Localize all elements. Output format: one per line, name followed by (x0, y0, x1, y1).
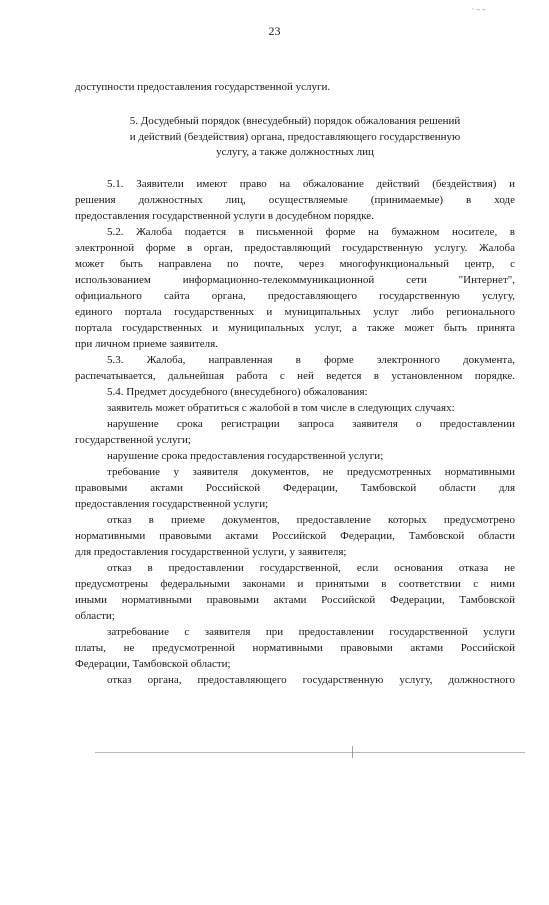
paragraph-line: правовыми актами Российской Федерации, Тамбовской области для (75, 482, 515, 494)
paragraph-line: нормативными правовыми актами Российской Федерации, Тамбовской области (75, 530, 515, 542)
paragraph-line: иными нормативными правовыми актами Российской Федерации, Тамбовской (75, 594, 515, 606)
paragraph-line: затребование с заявителя при предоставлении государственной услуги (107, 626, 515, 638)
paragraph-line: использованием информационно-телекоммуникационной сети "Интернет", (75, 274, 515, 286)
paragraph-line: нарушение срока предоставления государственной услуги; (107, 450, 384, 462)
paragraph-line: может быть направлена по почте, через многофункциональный центр, с (75, 258, 515, 270)
paragraph-line: нарушение срока регистрации запроса заявителя о предоставлении (107, 418, 515, 430)
paragraph-line: 5.1. Заявители имеют право на обжалование действий (бездействия) и (107, 178, 515, 190)
paragraph-line: 5.4. Предмет досудебного (внесудебного) обжалования: (107, 386, 368, 398)
paragraph-line: портала государственных и муниципальных услуг, а также может быть принята (75, 322, 515, 334)
scan-mark: · - - (471, 4, 485, 14)
paragraph-line: отказ в предоставлении государственной, если основания отказа не (107, 562, 515, 574)
paragraph-line: 5.3. Жалоба, направленная в форме электронного документа, (107, 354, 515, 366)
heading-line: и действий (бездействия) органа, предоставляющего государственную (129, 130, 461, 143)
paragraph-line: единого портала государственных и муниципальных услуг либо регионального (75, 306, 515, 318)
paragraph-line: для предоставления государственной услуги, у заявителя; (75, 546, 347, 558)
paragraph-line: при личном приеме заявителя. (75, 338, 218, 350)
paragraph-line: предусмотрены федеральными законами и принятыми в соответствии с ними (75, 578, 515, 590)
paragraph-line: отказ органа, предоставляющего государственную услугу, должностного (107, 674, 515, 686)
paragraph-line: предоставления государственной услуги; (75, 498, 269, 510)
paragraph-line: требование у заявителя документов, не предусмотренных нормативными (107, 466, 515, 478)
paragraph-line: Федерации, Тамбовской области; (75, 658, 231, 670)
paragraph-line: предоставления государственной услуги в досудебном порядке. (75, 210, 374, 222)
paragraph-line: отказ в приеме документов, предоставление которых предусмотрено (107, 514, 515, 526)
scan-edge-line (95, 752, 525, 753)
paragraph-line: платы, не предусмотренной нормативными правовыми актами Российской (75, 642, 515, 654)
section-heading (75, 114, 515, 161)
heading-line: услугу, а также должностных лиц (216, 146, 374, 159)
paragraph-line: 5.2. Жалоба подается в письменной форме на бумажном носителе, в (107, 226, 515, 238)
page-number: 23 (268, 24, 281, 38)
paragraph-line: официального сайта органа, предоставляющего государственную услугу, (75, 290, 515, 302)
paragraph-line: электронной форме в орган, предоставляющий государственную услугу. Жалоба (75, 242, 515, 254)
paragraph-line: распечатывается, дальнейшая работа с ней ведется в установленном порядке. (75, 370, 515, 382)
scan-edge-tick (352, 746, 353, 758)
heading-line: 5. Досудебный порядок (внесудебный) порядок обжалования решений (129, 115, 461, 127)
paragraph-line: заявитель может обратиться с жалобой в том числе в следующих случаях: (107, 402, 455, 414)
text-line: доступности предоставления государственной услуги. (75, 81, 331, 93)
paragraph-line: решения должностных лиц, осуществляемые (принимаемые) в ходе (75, 194, 515, 206)
paragraph-line: государственной услуги; (75, 434, 191, 446)
paragraph-line: области; (75, 610, 115, 622)
